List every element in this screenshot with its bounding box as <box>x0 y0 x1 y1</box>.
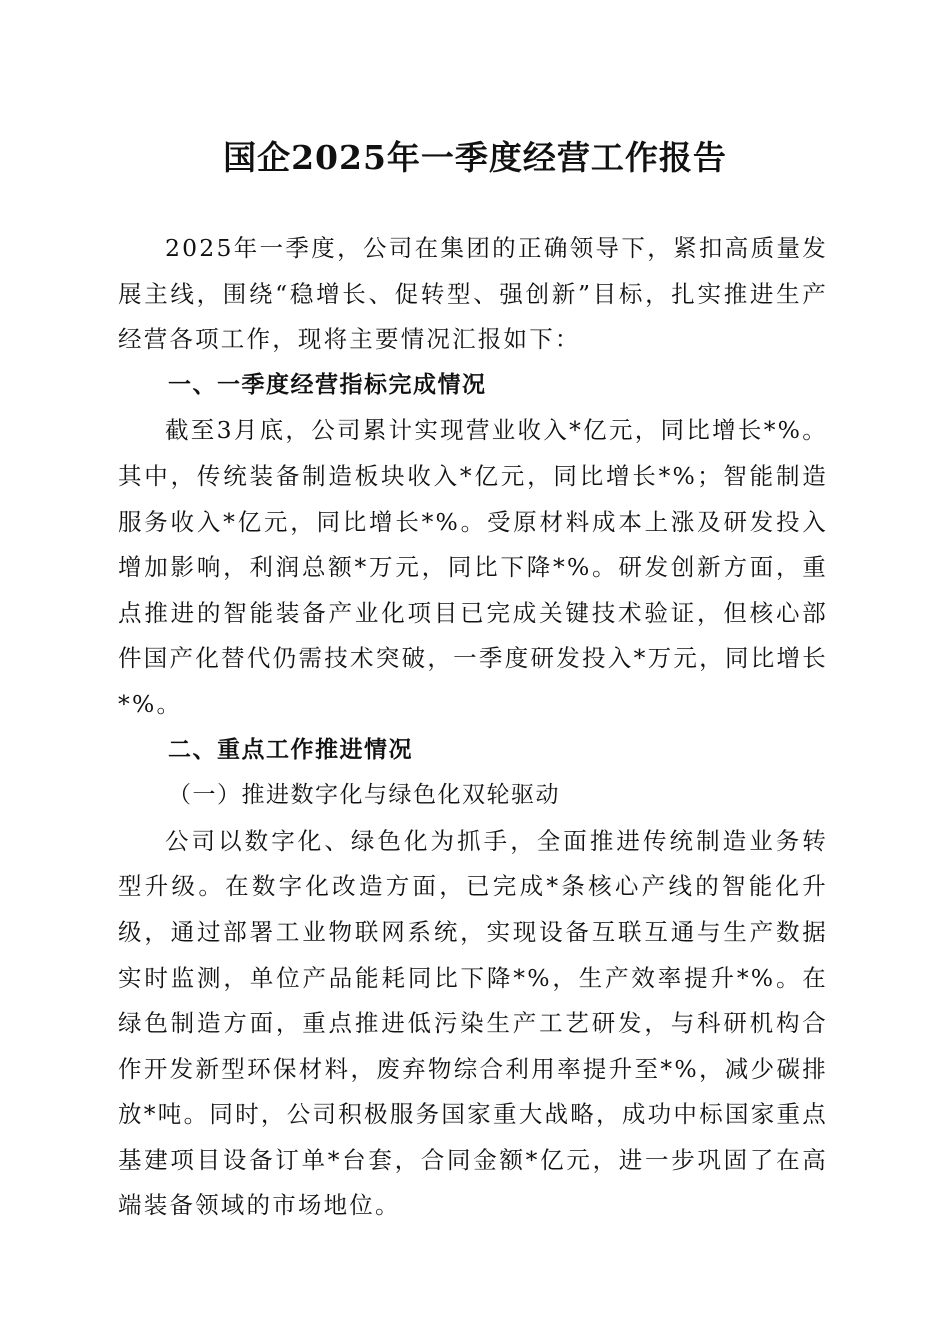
section1-paragraph: 截至3月底，公司累计实现营业收入*亿元，同比增长*%。其中，传统装备制造板块收入*亿元，同比增长*%；智能制造服务收入*亿元，同比增长*%。受原材料成本上涨及研发投入增加影响，利润总额*万元，同比下降*%。研发创新方面，重点推进的智能装备产业化项目已完成关键技术验证，但核心部件国产化替代仍需技术突破，一季度研发投入*万元，同比增长*%。 <box>118 416 828 718</box>
subsection1-paragraph: 公司以数字化、绿色化为抓手，全面推进传统制造业务转型升级。在数字化改造方面，已完成*条核心产线的智能化升级，通过部署工业物联网系统，实现设备互联互通与生产数据实时监测，单位产品能耗同比下降*%，生产效率提升*%。在绿色制造方面，重点推进低污染生产工艺研发，与科研机构合作开发新型环保材料，废弃物综合利用率提升至*%，减少碳排放*吨。同时，公司积极服务国家重大战略，成功中标国家重点基建项目设备订单*台套，合同金额*亿元，进一步巩固了在高端装备领域的市场地位。 <box>118 826 828 1220</box>
subsection1-heading: （一）推进数字化与绿色化双轮驱动 <box>168 782 560 809</box>
section2-heading: 二、重点工作推进情况 <box>168 736 413 763</box>
document-body <box>118 226 828 1229</box>
section1-heading: 一、一季度经营指标完成情况 <box>168 371 487 398</box>
intro-paragraph: 2025年一季度，公司在集团的正确领导下，紧扣高质量发展主线，围绕“稳增长、促转型、强创新”目标，扎实推进生产经营各项工作，现将主要情况汇报如下： <box>118 234 828 354</box>
document-title: 国企2025年一季度经营工作报告 <box>223 138 727 177</box>
